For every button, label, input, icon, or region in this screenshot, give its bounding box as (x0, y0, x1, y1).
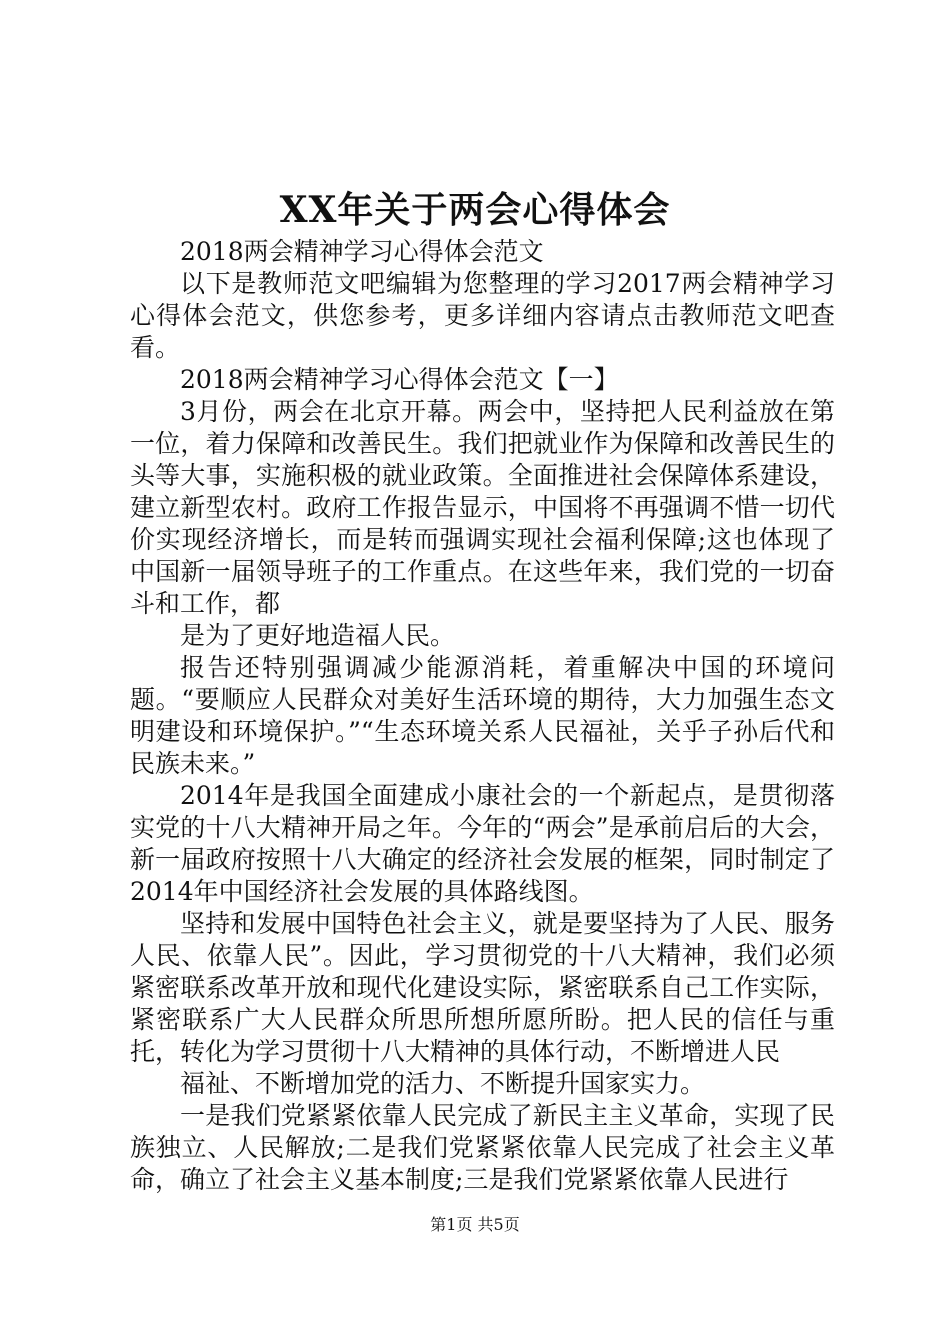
paragraph-1: 2018两会精神学习心得体会范文 (180, 237, 544, 266)
paragraph-8: 坚持和发展中国特色社会主义，就是要坚持为了人民、服务人民、依靠人民”。因此，学习贯彻党的十八大精神，我们必须紧密联系改革开放和现代化建设实际，紧密联系自己工作实际，紧密联系广大人民群众所思所想所愿所盼。把人民的信任与重托，转化为学习贯彻十八大精神的具体行动，不断增进人民 (130, 909, 835, 1066)
paragraph-6: 报告还特别强调减少能源消耗，着重解决中国的环境问题。“要顺应人民群众对美好生活环境的期待，大力加强生态文明建设和环境保护。”“生态环境关系人民福祉，关乎子孙后代和民族未来。” (130, 653, 835, 778)
paragraph-3: 2018两会精神学习心得体会范文【一】 (180, 365, 619, 394)
paragraph-7: 2014年是我国全面建成小康社会的一个新起点，是贯彻落实党的十八大精神开局之年。今年的“两会”是承前启后的大会，新一届政府按照十八大确定的经济社会发展的框架，同时制定了2014年中国经济社会发展的具体路线图。 (130, 781, 835, 906)
paragraph-5: 是为了更好地造福人民。 (180, 621, 456, 650)
document-title: XX年关于两会心得体会 (279, 189, 671, 231)
document-body (130, 236, 835, 1196)
paragraph-10: 一是我们党紧紧依靠人民完成了新民主主义革命，实现了民族独立、人民解放;二是我们党紧紧依靠人民完成了社会主义革命，确立了社会主义基本制度;三是我们党紧紧依靠人民进行 (130, 1101, 835, 1194)
page-footer: 第1页 共5页 (430, 1215, 520, 1234)
paragraph-9: 福祉、不断增加党的活力、不断提升国家实力。 (180, 1069, 706, 1098)
paragraph-4: 3月份，两会在北京开幕。两会中，坚持把人民利益放在第一位，着力保障和改善民生。我们把就业作为保障和改善民生的头等大事，实施积极的就业政策。全面推进社会保障体系建设，建立新型农村。政府工作报告显示，中国将不再强调不惜一切代价实现经济增长，而是转而强调实现社会福利保障;这也体现了中国新一届领导班子的工作重点。在这些年来，我们党的一切奋斗和工作，都 (130, 397, 835, 618)
paragraph-2: 以下是教师范文吧编辑为您整理的学习2017两会精神学习心得体会范文，供您参考，更多详细内容请点击教师范文吧查看。 (130, 269, 835, 362)
